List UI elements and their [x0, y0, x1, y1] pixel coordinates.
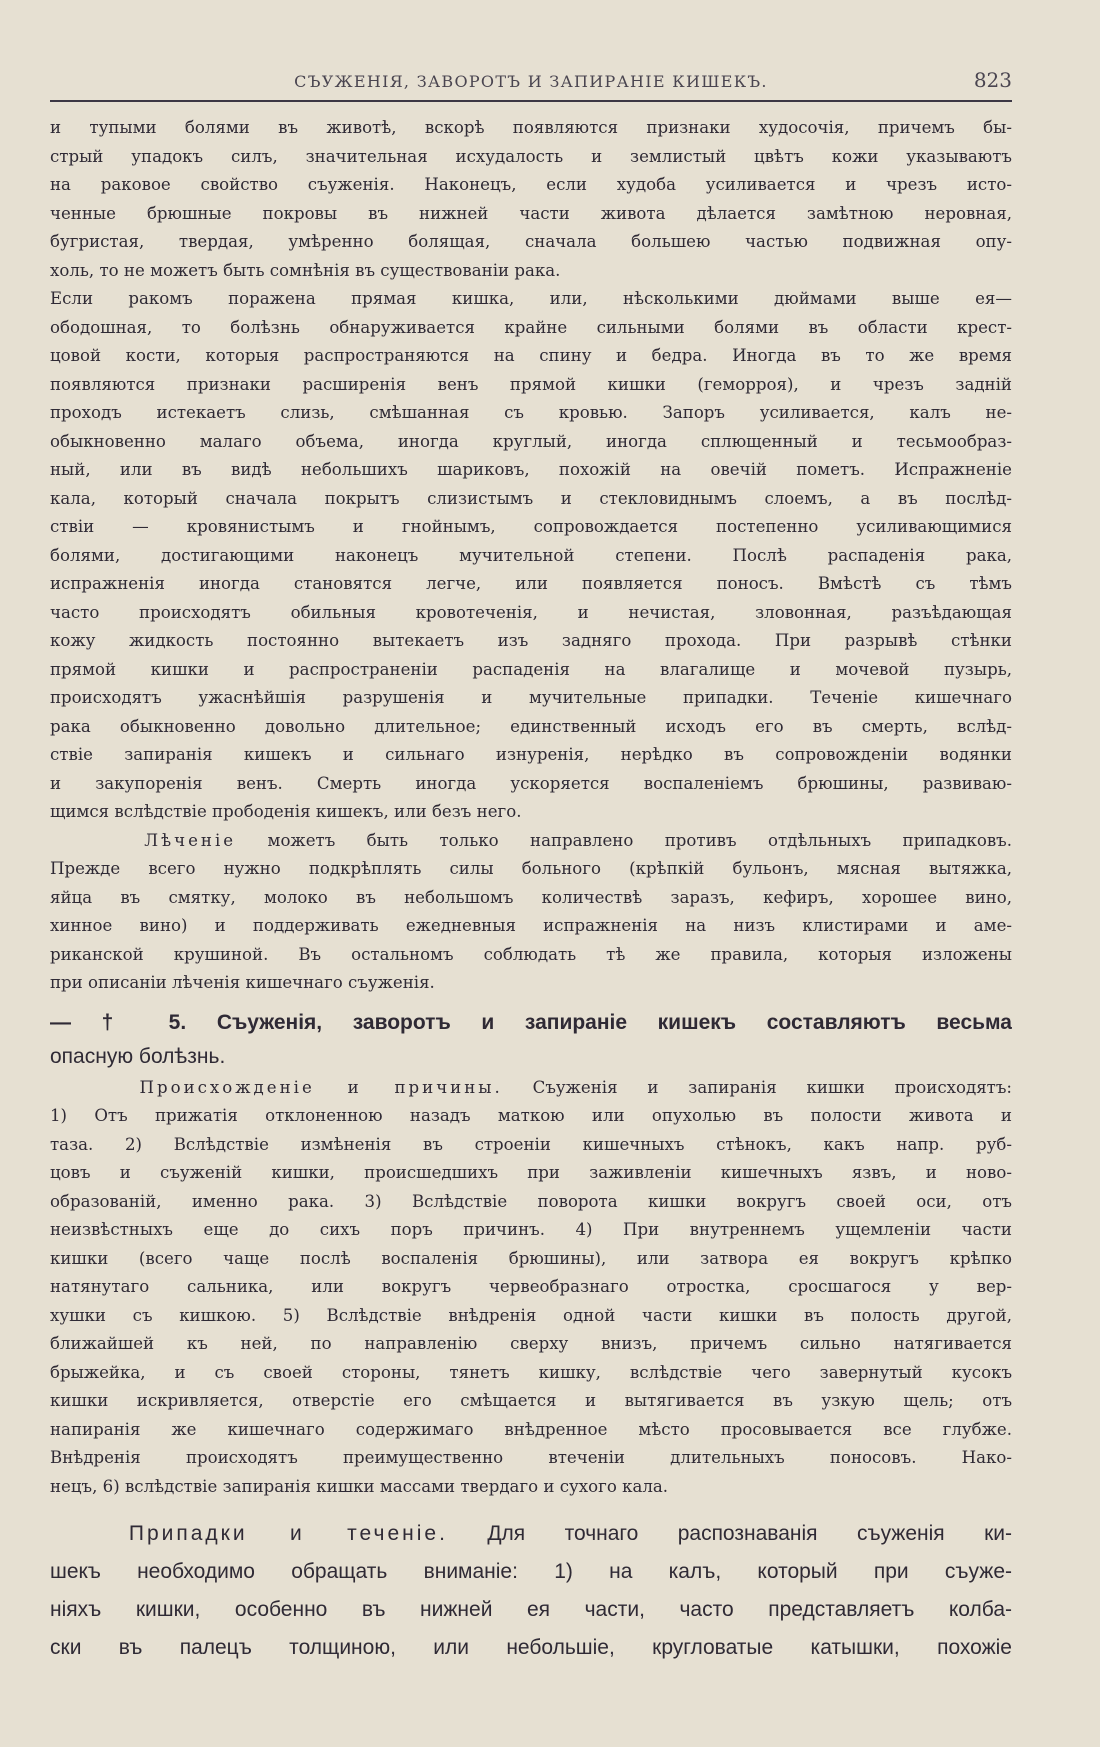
text-line: ніяхъ кишки, особенно въ нижней ея части, часто представляетъ колба-: [50, 1598, 1012, 1621]
text-line: образованій, именно рака. 3) Вслѣдствіе поворота кишки вокругъ своей оси, отъ: [50, 1191, 1012, 1211]
paragraph-cancer: [50, 114, 1012, 827]
text-line: кишки (всего чаще послѣ воспаленія брюшины), или затвора ея вокругъ крѣпко: [50, 1248, 1012, 1268]
text-line: проходъ истекаетъ слизь, смѣшанная съ кровью. Запоръ усиливается, калъ не-: [50, 403, 1012, 422]
page-number: 823: [973, 68, 1012, 92]
text-line: ствіи — кровянистымъ и гнойнымъ, сопровождается постепенно усиливающимися: [50, 517, 1012, 536]
page-header: [50, 66, 1012, 100]
symptoms-label: Припадки и теченіе.: [128, 1522, 448, 1545]
treatment-label: Лѣченіе: [144, 830, 237, 850]
header-rule: [50, 100, 1012, 102]
text-line: Внѣдренія происходятъ преимущественно втеченіи длительныхъ поносовъ. Нако-: [50, 1448, 1012, 1467]
text-line: появляются признаки расширенія венъ прямой кишки (геморроя), и чрезъ задній: [50, 374, 1012, 394]
text-line: риканской крушиной. Въ остальномъ соблюдать тѣ же правила, которыя изложены: [50, 944, 1012, 964]
text-line: на раковое свойство съуженія. Наконецъ, если худоба усиливается и чрезъ исто-: [50, 175, 1012, 194]
text-line: Прежде всего нужно подкрѣплять силы больного (крѣпкій бульонъ, мясная вытяжка,: [50, 859, 1012, 878]
text-line: яйца въ смятку, молоко въ небольшомъ количествѣ заразъ, кефиръ, хорошее вино,: [50, 887, 1012, 907]
running-head: СЪУЖЕНІЯ, ЗАВОРОТЪ И ЗАПИРАНІЕ КИШЕКЪ.: [294, 72, 768, 91]
text-line: кишки искривляется, отверстіе его смѣщается и вытягивается въ узкую щель; отъ: [50, 1391, 1012, 1410]
paragraph-treatment: [50, 827, 1012, 998]
section-heading: [50, 1006, 1012, 1074]
text-line: хушки съ кишкою. 5) Вслѣдствіе внѣдренія одной части кишки въ полость другой,: [50, 1305, 1012, 1325]
symptoms-first-line: Для точнаго распознаванія съуженія ки-: [447, 1522, 1012, 1545]
text-line: и тупыми болями въ животѣ, вскорѣ появляются признаки худосочія, причемъ бы-: [50, 118, 1012, 137]
text-line: [50, 1515, 1012, 1553]
text-line: ближайшей къ ней, по направленію сверху внизъ, причемъ сильно натягивается: [50, 1334, 1012, 1353]
text-line: ободошная, то болѣзнь обнаруживается крайне сильными болями въ области крест-: [50, 317, 1012, 337]
text-line: болями, достигающими наконецъ мучительной степени. Послѣ распаденія рака,: [50, 545, 1012, 565]
treatment-first-line: можетъ быть только направлено противъ отдѣльныхъ припадковъ.: [236, 830, 1012, 850]
text-line: цовой кости, которыя распространяются на спину и бедра. Иногда въ то же время: [50, 346, 1012, 365]
text-line: ски въ палецъ толщиною, или небольшіе, кругловатые катышки, похожіе: [50, 1636, 1012, 1659]
text-line: хинное вино) и поддерживать ежедневныя испражненія на низъ клистирами и аме-: [50, 916, 1012, 935]
text-line: рака обыкновенно довольно длительное; единственный исходъ его въ смерть, вслѣд-: [50, 716, 1012, 736]
heading-line: опасную болѣзнь.: [50, 1044, 226, 1068]
text-line: часто происходятъ обильныя кровотеченія, и нечистая, зловонная, разъѣдающая: [50, 602, 1012, 622]
heading-bold: Съуженія, заворотъ и запираніе кишекъ: [216, 1010, 737, 1034]
text-line: нецъ, 6) вслѣдствіе запиранія кишки массами твердаго и сухого кала.: [50, 1476, 669, 1496]
text-line: Если ракомъ поражена прямая кишка, или, нѣсколькими дюймами выше ея—: [50, 289, 1012, 308]
text-line: [50, 827, 1012, 856]
paragraph-symptoms: [50, 1515, 1012, 1667]
text-line: и закупоренія венъ. Смерть иногда ускоряется воспаленіемъ брюшины, развиваю-: [50, 773, 1012, 793]
heading-line: [50, 1006, 1012, 1040]
text-line: при описаніи лѣченія кишечнаго съуженія.: [50, 973, 435, 992]
text-line: цовъ и съуженій кишки, происшедшихъ при заживленіи кишечныхъ язвъ, и ново-: [50, 1163, 1012, 1182]
text-line: [50, 1074, 1012, 1103]
text-line: стрый упадокъ силъ, значительная исхудалость и землистый цвѣтъ кожи указываютъ: [50, 146, 1012, 166]
text-line: кожу жидкость постоянно вытекаетъ изъ задняго прохода. При разрывѣ стѣнки: [50, 631, 1012, 650]
heading-prefix: — † 5.: [50, 1010, 217, 1034]
text-line: ствіе запиранія кишекъ и сильнаго изнуренія, нерѣдко въ сопровожденіи водянки: [50, 745, 1012, 764]
text-line: прямой кишки и распространеніи распаденія на влагалище и мочевой пузырь,: [50, 659, 1012, 679]
text-line: таза. 2) Вслѣдствіе измѣненія въ строеніи кишечныхъ стѣнокъ, какъ напр. руб-: [50, 1134, 1012, 1154]
text-line: брыжейка, и съ своей стороны, тянетъ кишку, вслѣдствіе чего завернутый кусокъ: [50, 1362, 1012, 1382]
origin-first-line: Съуженія и запиранія кишки происходятъ:: [502, 1077, 1012, 1097]
text-line: напиранія же кишечнаго содержимаго внѣдренное мѣсто просовывается все глубже.: [50, 1419, 1012, 1439]
text-line: шекъ необходимо обращать вниманіе: 1) на калъ, который при съуже-: [50, 1560, 1012, 1583]
text-line: ченные брюшные покровы въ нижней части живота дѣлается замѣтною неровная,: [50, 203, 1012, 223]
text-line: холь, то не можетъ быть сомнѣнія въ существованіи рака.: [50, 260, 561, 280]
text-line: испражненія иногда становятся легче, или появляется поносъ. Вмѣстѣ съ тѣмъ: [50, 574, 1012, 593]
text-line: кала, который сначала покрытъ слизистымъ и стекловиднымъ слоемъ, а въ послѣд-: [50, 488, 1012, 508]
origin-label: Происхожденіе и причины.: [139, 1077, 503, 1097]
text-line: неизвѣстныхъ еще до сихъ поръ причинъ. 4) При внутреннемъ ущемленіи части: [50, 1220, 1012, 1239]
heading-rest: составляютъ весьма: [736, 1010, 1012, 1034]
text-line: происходятъ ужаснѣйшія разрушенія и мучительные припадки. Теченіе кишечнаго: [50, 688, 1012, 707]
text-line: натянутаго сальника, или вокругъ червеобразнаго отростка, сросшагося у вер-: [50, 1277, 1012, 1296]
text-line: обыкновенно малаго объема, иногда круглый, иногда сплющенный и тесьмообраз-: [50, 431, 1012, 451]
text-line: щимся вслѣдствіе прободенія кишекъ, или безъ него.: [50, 802, 522, 821]
text-line: бугристая, твердая, умѣренно болящая, сначала большею частью подвижная опу-: [50, 232, 1012, 251]
text-line: 1) Отъ прижатія отклоненною назадъ маткою или опухолью въ полости живота и: [50, 1106, 1012, 1125]
body-text: [50, 114, 1012, 1667]
paragraph-origin: [50, 1074, 1012, 1502]
text-line: ный, или въ видѣ небольшихъ шариковъ, похожій на овечій пометъ. Испражненіе: [50, 460, 1012, 479]
